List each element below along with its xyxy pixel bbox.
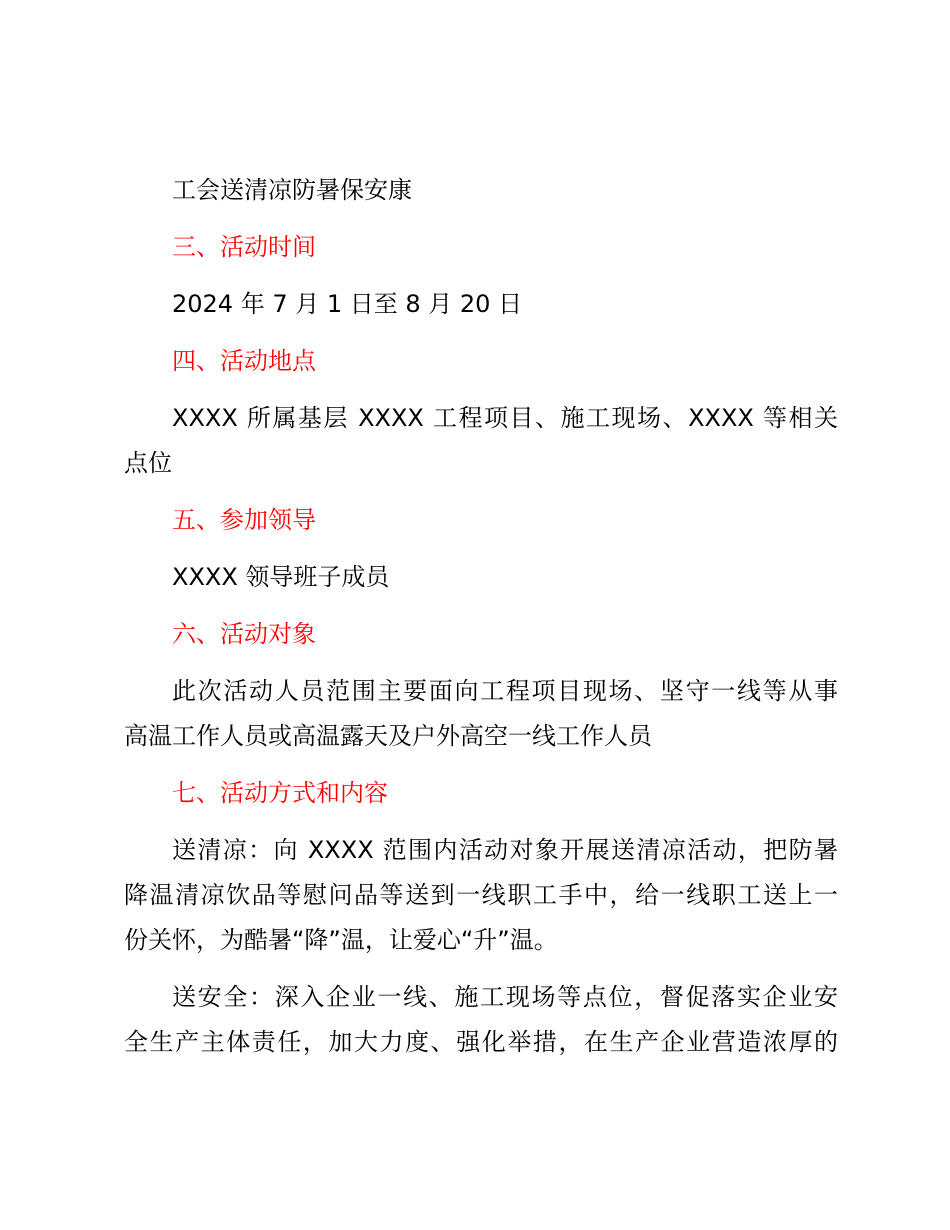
leaders-text: XXXX 领导班子成员 <box>172 563 390 591</box>
cool-paragraph-line-1: 送清凉：向 XXXX 范围内活动对象开展送清凉活动，把防暑 <box>172 836 838 864</box>
activity-place-line-2: 点位 <box>124 449 172 477</box>
section-heading-method: 七、活动方式和内容 <box>172 779 388 807</box>
cool-paragraph-line-3: 份关怀，为酷暑“降”温，让爱心“升”温。 <box>124 926 558 954</box>
target-line-2: 高温工作人员或高温露天及户外高空一线工作人员 <box>124 722 652 750</box>
title-line: 工会送清凉防暑保安康 <box>172 176 412 204</box>
activity-time-text: 2024 年 7 月 1 日至 8 月 20 日 <box>172 290 523 318</box>
cool-paragraph-line-2: 降温清凉饮品等慰问品等送到一线职工手中，给一线职工送上一 <box>124 881 838 909</box>
target-line-1: 此次活动人员范围主要面向工程项目现场、坚守一线等从事 <box>172 677 838 705</box>
section-heading-leaders: 五、参加领导 <box>172 506 316 534</box>
activity-place-line-1: XXXX 所属基层 XXXX 工程项目、施工现场、XXXX 等相关 <box>172 404 838 432</box>
section-heading-target: 六、活动对象 <box>172 620 316 648</box>
safety-paragraph-line-1: 送安全：深入企业一线、施工现场等点位，督促落实企业安 <box>172 983 838 1011</box>
section-heading-place: 四、活动地点 <box>172 347 316 375</box>
section-heading-time: 三、活动时间 <box>172 233 316 261</box>
safety-paragraph-line-2: 全生产主体责任，加大力度、强化举措，在生产企业营造浓厚的 <box>124 1028 838 1056</box>
